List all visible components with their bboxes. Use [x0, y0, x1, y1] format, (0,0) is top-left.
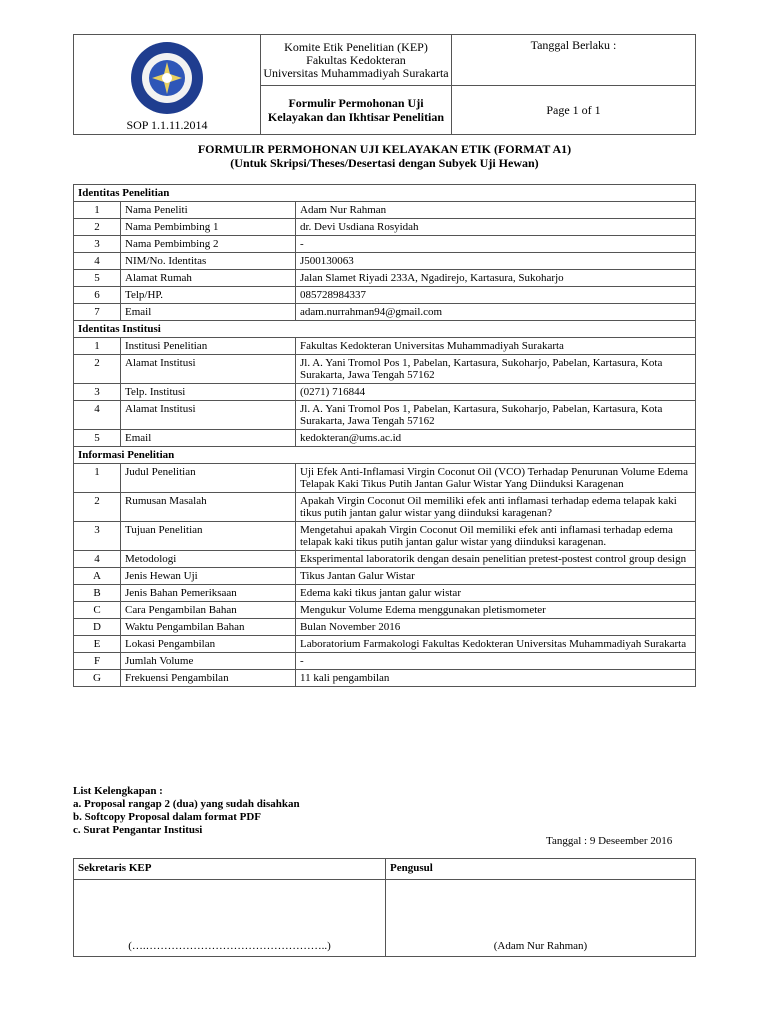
- row-number: D: [74, 619, 121, 636]
- secretary-heading: Sekretaris KEP: [74, 859, 386, 880]
- row-value: Laboratorium Farmakologi Fakultas Kedokteran Universitas Muhammadiyah Surakarta: [296, 636, 696, 653]
- row-value: Jl. A. Yani Tromol Pos 1, Pabelan, Kartasura, Sukoharjo, Pabelan, Kartasura, Kota Surakarta, Jawa Tengah 57162: [296, 355, 696, 384]
- row-label: Metodologi: [121, 551, 296, 568]
- sop-code: SOP 1.1.11.2014: [126, 118, 208, 132]
- row-number: 4: [74, 253, 121, 270]
- table-row: [74, 338, 696, 355]
- row-number: 2: [74, 219, 121, 236]
- date-line: Tanggal : 9 Deseember 2016: [546, 835, 673, 847]
- secretary-name: (….…………………………………………..): [128, 940, 331, 952]
- row-label: NIM/No. Identitas: [121, 253, 296, 270]
- row-value: dr. Devi Usdiana Rosyidah: [296, 219, 696, 236]
- faculty-name: Fakultas Kedokteran: [306, 52, 406, 67]
- row-label: Alamat Institusi: [121, 401, 296, 430]
- row-number: G: [74, 670, 121, 687]
- applicant-heading: Pengusul: [386, 859, 696, 880]
- row-label: Email: [121, 304, 296, 321]
- row-value: Adam Nur Rahman: [296, 202, 696, 219]
- table-row: [74, 670, 696, 687]
- row-value: Fakultas Kedokteran Universitas Muhammadiyah Surakarta: [296, 338, 696, 355]
- applicant-name: (Adam Nur Rahman): [493, 940, 588, 952]
- row-number: 3: [74, 522, 121, 551]
- row-number: B: [74, 585, 121, 602]
- row-label: Jumlah Volume: [121, 653, 296, 670]
- row-number: A: [74, 568, 121, 585]
- row-number: 1: [74, 464, 121, 493]
- table-row: [74, 236, 696, 253]
- valid-date: Tanggal Berlaku :: [530, 38, 617, 52]
- document-title: [73, 142, 696, 170]
- table-row: [74, 219, 696, 236]
- table-row: [74, 602, 696, 619]
- signature-table: [73, 858, 696, 957]
- row-label: Rumusan Masalah: [121, 493, 296, 522]
- row-value: (0271) 716844: [296, 384, 696, 401]
- row-label: Email: [121, 430, 296, 447]
- main-form-table: [73, 184, 696, 687]
- row-number: 6: [74, 287, 121, 304]
- row-label: Alamat Rumah: [121, 270, 296, 287]
- applicant-signature-box: [386, 880, 696, 957]
- row-number: F: [74, 653, 121, 670]
- table-row: [74, 636, 696, 653]
- row-value: adam.nurrahman94@gmail.com: [296, 304, 696, 321]
- valid-date-cell: [452, 35, 696, 86]
- table-row: [74, 253, 696, 270]
- row-value: J500130063: [296, 253, 696, 270]
- committee-name: Komite Etik Penelitian (KEP): [284, 39, 428, 54]
- header-table: [73, 34, 696, 135]
- form-title-cell: [261, 86, 452, 135]
- table-row: [74, 384, 696, 401]
- section-heading-institusi: Identitas Institusi: [74, 321, 696, 338]
- committee-cell: [261, 35, 452, 86]
- row-label: Tujuan Penelitian: [121, 522, 296, 551]
- table-row: [74, 493, 696, 522]
- section-heading-informasi: Informasi Penelitian: [74, 447, 696, 464]
- row-value: -: [296, 236, 696, 253]
- table-row: [74, 401, 696, 430]
- row-label: Nama Peneliti: [121, 202, 296, 219]
- form-title: Formulir Permohonan Uji Kelayakan dan Ikhtisar Penelitian: [267, 96, 445, 124]
- row-value: Mengukur Volume Edema menggunakan pletismometer: [296, 602, 696, 619]
- row-value: Eksperimental laboratorik dengan desain penelitian pretest-postest control group design: [296, 551, 696, 568]
- row-value: Edema kaki tikus jantan galur wistar: [296, 585, 696, 602]
- row-number: 3: [74, 236, 121, 253]
- row-value: kedokteran@ums.ac.id: [296, 430, 696, 447]
- kelengkapan-item: a. Proposal rangap 2 (dua) yang sudah disahkan: [73, 798, 300, 810]
- row-number: 3: [74, 384, 121, 401]
- title-line-2: (Untuk Skripsi/Theses/Desertasi dengan Subyek Uji Hewan): [230, 156, 539, 170]
- table-row: [74, 430, 696, 447]
- row-label: Jenis Bahan Pemeriksaan: [121, 585, 296, 602]
- row-label: Frekuensi Pengambilan: [121, 670, 296, 687]
- row-value: Jl. A. Yani Tromol Pos 1, Pabelan, Kartasura, Sukoharjo, Pabelan, Kartasura, Kota Surakarta, Jawa Tengah 57162: [296, 401, 696, 430]
- row-label: Institusi Penelitian: [121, 338, 296, 355]
- row-label: Judul Penelitian: [121, 464, 296, 493]
- row-label: Lokasi Pengambilan: [121, 636, 296, 653]
- row-value: Bulan November 2016: [296, 619, 696, 636]
- table-row: [74, 522, 696, 551]
- row-label: Telp/HP.: [121, 287, 296, 304]
- row-number: 1: [74, 338, 121, 355]
- kelengkapan-heading: List Kelengkapan :: [73, 785, 163, 797]
- row-value: 085728984337: [296, 287, 696, 304]
- row-number: 7: [74, 304, 121, 321]
- university-logo-icon: [119, 40, 215, 116]
- row-number: 1: [74, 202, 121, 219]
- table-row: [74, 619, 696, 636]
- row-value: Apakah Virgin Coconut Oil memiliki efek anti inflamasi terhadap edema telapak kaki tikus putih jantan galur wistar yang diinduksi karagenan?: [296, 493, 696, 522]
- section-heading-identitas: Identitas Penelitian: [74, 185, 696, 202]
- logo-cell: [74, 35, 261, 135]
- row-label: Waktu Pengambilan Bahan: [121, 619, 296, 636]
- table-row: [74, 270, 696, 287]
- row-number: 4: [74, 401, 121, 430]
- row-number: E: [74, 636, 121, 653]
- row-number: 5: [74, 270, 121, 287]
- row-number: 4: [74, 551, 121, 568]
- table-row: [74, 355, 696, 384]
- row-number: 2: [74, 355, 121, 384]
- secretary-signature-box: [74, 880, 386, 957]
- table-row: [74, 287, 696, 304]
- row-value: Tikus Jantan Galur Wistar: [296, 568, 696, 585]
- row-label: Telp. Institusi: [121, 384, 296, 401]
- row-number: C: [74, 602, 121, 619]
- row-value: Uji Efek Anti-Inflamasi Virgin Coconut Oil (VCO) Terhadap Penurunan Volume Edema Telapak Kaki Tikus Putih Jantan Galur Wistar Yang Diinduksi Karagenan: [296, 464, 696, 493]
- kelengkapan-list: [73, 785, 300, 837]
- table-row: [74, 464, 696, 493]
- kelengkapan-item: b. Softcopy Proposal dalam format PDF: [73, 811, 262, 823]
- table-row: [74, 568, 696, 585]
- row-label: Nama Pembimbing 1: [121, 219, 296, 236]
- table-row: [74, 202, 696, 219]
- university-name: Universitas Muhammadiyah Surakarta: [263, 65, 449, 80]
- page-number: Page 1 of 1: [546, 102, 601, 117]
- row-value: Jalan Slamet Riyadi 233A, Ngadirejo, Kartasura, Sukoharjo: [296, 270, 696, 287]
- row-number: 5: [74, 430, 121, 447]
- row-number: 2: [74, 493, 121, 522]
- kelengkapan-item: c. Surat Pengantar Institusi: [73, 824, 203, 836]
- page-cell: [452, 86, 696, 135]
- row-label: Alamat Institusi: [121, 355, 296, 384]
- row-value: Mengetahui apakah Virgin Coconut Oil memiliki efek anti inflamasi terhadap edema telapak kaki tikus putih jantan galur wistar yang diinduksi karagenan.: [296, 522, 696, 551]
- row-value: 11 kali pengambilan: [296, 670, 696, 687]
- table-row: [74, 304, 696, 321]
- table-row: [74, 551, 696, 568]
- table-row: [74, 653, 696, 670]
- row-label: Jenis Hewan Uji: [121, 568, 296, 585]
- title-line-1: FORMULIR PERMOHONAN UJI KELAYAKAN ETIK (FORMAT A1): [197, 142, 572, 156]
- row-value: -: [296, 653, 696, 670]
- row-label: Cara Pengambilan Bahan: [121, 602, 296, 619]
- row-label: Nama Pembimbing 2: [121, 236, 296, 253]
- table-row: [74, 585, 696, 602]
